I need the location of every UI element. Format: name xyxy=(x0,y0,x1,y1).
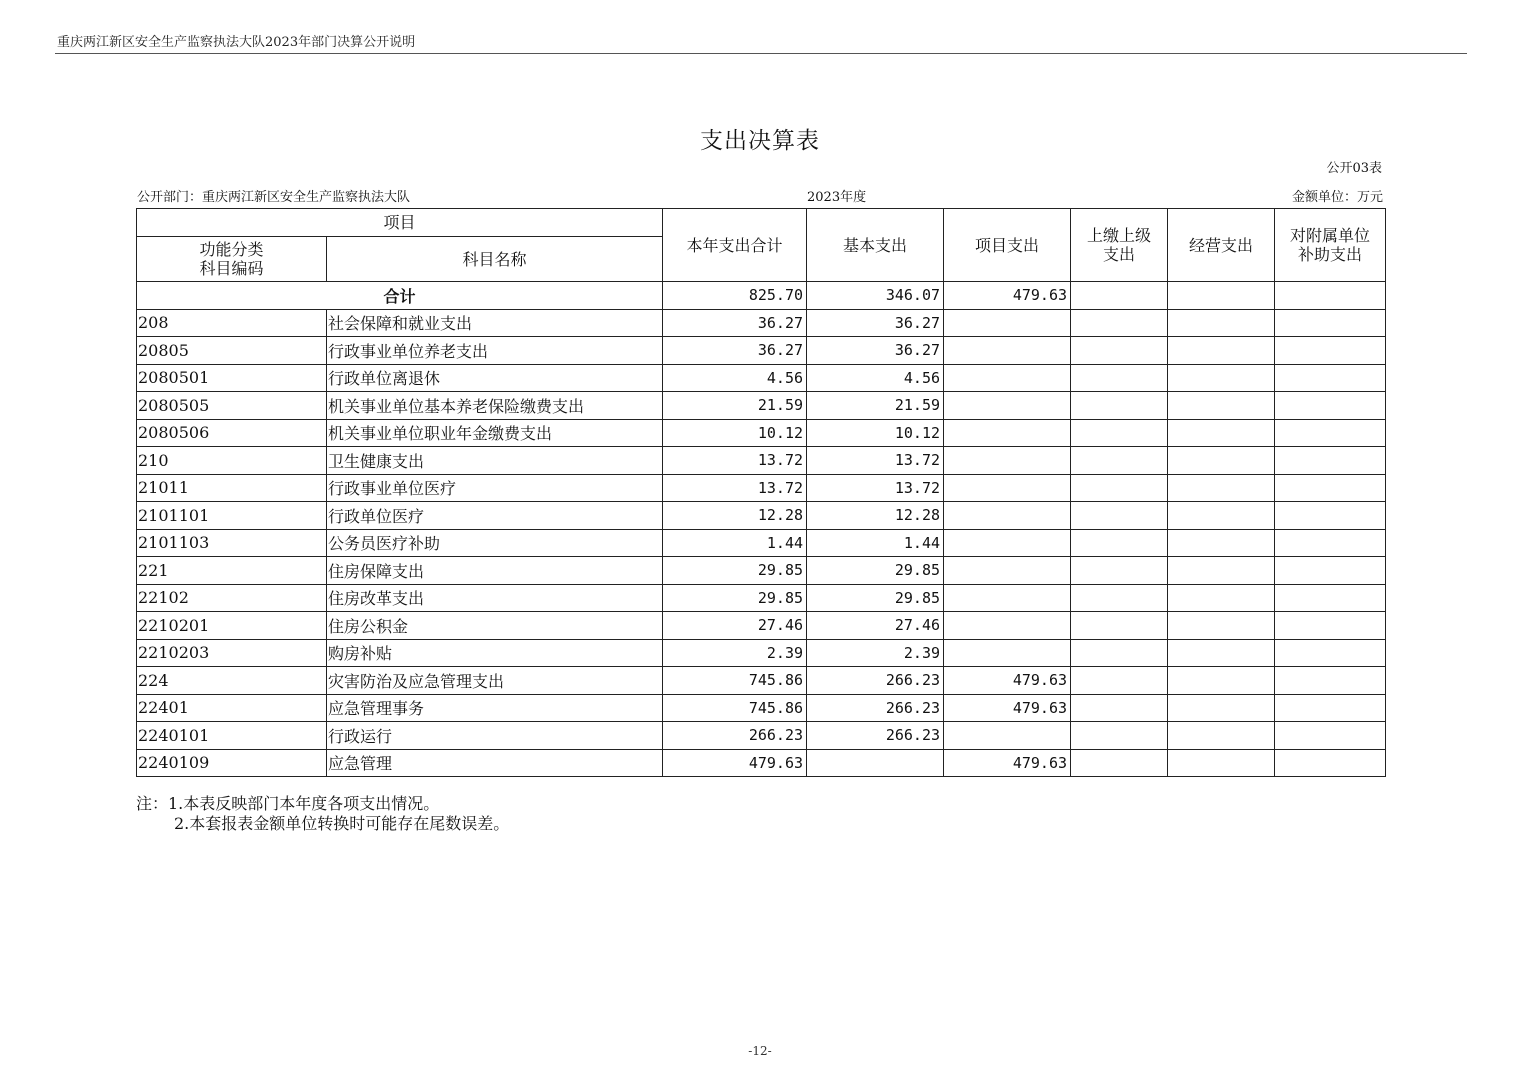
row-basic: 1.44 xyxy=(807,529,944,557)
row-code: 2101103 xyxy=(137,529,327,557)
fiscal-year-label: 2023年度 xyxy=(807,190,867,205)
row-item xyxy=(944,392,1071,420)
col-code-header-line2: 科目编码 xyxy=(199,259,264,278)
table-row xyxy=(137,309,1386,337)
row-business xyxy=(1168,612,1275,640)
row-code: 2080506 xyxy=(137,419,327,447)
row-code: 2210201 xyxy=(137,612,327,640)
row-subject-name: 机关事业单位职业年金缴费支出 xyxy=(327,419,663,447)
row-total: 266.23 xyxy=(663,722,807,750)
running-header-title: 重庆两江新区安全生产监察执法大队2023年部门决算公开说明 xyxy=(57,35,416,50)
row-code: 2101101 xyxy=(137,502,327,530)
row-total: 4.56 xyxy=(663,364,807,392)
note-line-1: 注：1.本表反映部门本年度各项支出情况。 xyxy=(136,794,440,813)
row-upper xyxy=(1071,557,1168,585)
row-item xyxy=(944,584,1071,612)
row-item xyxy=(944,337,1071,365)
total-row xyxy=(137,282,1386,310)
row-upper xyxy=(1071,337,1168,365)
row-subsidy xyxy=(1275,557,1386,585)
col-business-header: 经营支出 xyxy=(1168,209,1275,282)
row-basic: 36.27 xyxy=(807,337,944,365)
row-basic: 266.23 xyxy=(807,722,944,750)
row-business xyxy=(1168,694,1275,722)
row-upper xyxy=(1071,639,1168,667)
row-code: 20805 xyxy=(137,337,327,365)
row-business xyxy=(1168,364,1275,392)
row-basic: 13.72 xyxy=(807,474,944,502)
row-upper xyxy=(1071,502,1168,530)
row-subsidy xyxy=(1275,584,1386,612)
row-business xyxy=(1168,337,1275,365)
table-row xyxy=(137,694,1386,722)
row-total: 36.27 xyxy=(663,309,807,337)
row-upper xyxy=(1071,474,1168,502)
row-basic: 4.56 xyxy=(807,364,944,392)
table-row xyxy=(137,364,1386,392)
row-code: 2240101 xyxy=(137,722,327,750)
row-subsidy xyxy=(1275,392,1386,420)
row-basic: 29.85 xyxy=(807,557,944,585)
row-subsidy xyxy=(1275,667,1386,695)
row-code: 22401 xyxy=(137,694,327,722)
row-business xyxy=(1168,529,1275,557)
row-basic: 29.85 xyxy=(807,584,944,612)
row-basic: 2.39 xyxy=(807,639,944,667)
table-row xyxy=(137,447,1386,475)
row-total: 27.46 xyxy=(663,612,807,640)
row-subsidy xyxy=(1275,419,1386,447)
row-business xyxy=(1168,557,1275,585)
table-row xyxy=(137,392,1386,420)
table-row xyxy=(137,557,1386,585)
table-row xyxy=(137,749,1386,777)
row-item xyxy=(944,557,1071,585)
row-item xyxy=(944,364,1071,392)
table-body xyxy=(137,282,1386,777)
row-subject-name: 卫生健康支出 xyxy=(327,447,663,475)
table-row xyxy=(137,667,1386,695)
total-cell-upper xyxy=(1071,282,1168,310)
row-subject-name: 行政单位离退休 xyxy=(327,364,663,392)
col-name-header: 科目名称 xyxy=(327,237,663,282)
row-code: 22102 xyxy=(137,584,327,612)
row-item xyxy=(944,502,1071,530)
row-subject-name: 灾害防治及应急管理支出 xyxy=(327,667,663,695)
row-basic: 36.27 xyxy=(807,309,944,337)
col-code-header xyxy=(137,237,327,282)
table-row xyxy=(137,529,1386,557)
table-row xyxy=(137,419,1386,447)
row-business xyxy=(1168,392,1275,420)
row-upper xyxy=(1071,612,1168,640)
row-code: 208 xyxy=(137,309,327,337)
row-subject-name: 机关事业单位基本养老保险缴费支出 xyxy=(327,392,663,420)
col-basic-header: 基本支出 xyxy=(807,209,944,282)
row-subsidy xyxy=(1275,337,1386,365)
row-subsidy xyxy=(1275,722,1386,750)
row-total: 1.44 xyxy=(663,529,807,557)
row-upper xyxy=(1071,584,1168,612)
row-item xyxy=(944,639,1071,667)
col-upper-header xyxy=(1071,209,1168,282)
row-business xyxy=(1168,474,1275,502)
row-basic: 21.59 xyxy=(807,392,944,420)
row-code: 224 xyxy=(137,667,327,695)
col-total-header: 本年支出合计 xyxy=(663,209,807,282)
row-business xyxy=(1168,749,1275,777)
row-subject-name: 应急管理 xyxy=(327,749,663,777)
col-upper-header-line2: 支出 xyxy=(1103,245,1136,264)
row-upper xyxy=(1071,694,1168,722)
row-total: 745.86 xyxy=(663,667,807,695)
total-cell-business xyxy=(1168,282,1275,310)
row-business xyxy=(1168,447,1275,475)
row-subsidy xyxy=(1275,447,1386,475)
total-label: 合计 xyxy=(137,282,663,310)
table-row xyxy=(137,612,1386,640)
row-subsidy xyxy=(1275,474,1386,502)
department-label: 公开部门：重庆两江新区安全生产监察执法大队 xyxy=(137,190,411,205)
table-notes xyxy=(136,794,509,834)
row-subsidy xyxy=(1275,612,1386,640)
row-basic xyxy=(807,749,944,777)
amount-unit-label: 金额单位：万元 xyxy=(1291,190,1383,205)
col-upper-header-line1: 上缴上级 xyxy=(1087,226,1152,245)
row-item: 479.63 xyxy=(944,749,1071,777)
row-subject-name: 社会保障和就业支出 xyxy=(327,309,663,337)
row-total: 12.28 xyxy=(663,502,807,530)
col-item-header: 项目支出 xyxy=(944,209,1071,282)
row-total: 745.86 xyxy=(663,694,807,722)
row-subsidy xyxy=(1275,694,1386,722)
row-total: 10.12 xyxy=(663,419,807,447)
row-subject-name: 住房改革支出 xyxy=(327,584,663,612)
row-subsidy xyxy=(1275,639,1386,667)
row-item xyxy=(944,529,1071,557)
total-cell-subsidy xyxy=(1275,282,1386,310)
total-cell-item: 479.63 xyxy=(944,282,1071,310)
row-total: 2.39 xyxy=(663,639,807,667)
row-code: 2080505 xyxy=(137,392,327,420)
row-subsidy xyxy=(1275,529,1386,557)
row-subsidy xyxy=(1275,502,1386,530)
row-business xyxy=(1168,722,1275,750)
row-upper xyxy=(1071,447,1168,475)
row-subject-name: 行政运行 xyxy=(327,722,663,750)
row-upper xyxy=(1071,529,1168,557)
row-upper xyxy=(1071,722,1168,750)
row-code: 2240109 xyxy=(137,749,327,777)
row-basic: 13.72 xyxy=(807,447,944,475)
table-row xyxy=(137,337,1386,365)
row-subject-name: 行政单位医疗 xyxy=(327,502,663,530)
row-upper xyxy=(1071,667,1168,695)
table-code: 公开03表 xyxy=(1326,161,1382,176)
row-code: 2210203 xyxy=(137,639,327,667)
row-business xyxy=(1168,639,1275,667)
row-basic: 266.23 xyxy=(807,694,944,722)
row-upper xyxy=(1071,392,1168,420)
row-basic: 266.23 xyxy=(807,667,944,695)
table-row xyxy=(137,502,1386,530)
row-subject-name: 住房公积金 xyxy=(327,612,663,640)
row-subject-name: 行政事业单位医疗 xyxy=(327,474,663,502)
row-upper xyxy=(1071,364,1168,392)
table-row xyxy=(137,722,1386,750)
row-subject-name: 公务员医疗补助 xyxy=(327,529,663,557)
col-subsidy-header-line2: 补助支出 xyxy=(1298,245,1363,264)
row-business xyxy=(1168,419,1275,447)
row-total: 36.27 xyxy=(663,337,807,365)
row-total: 13.72 xyxy=(663,474,807,502)
page-title: 支出决算表 xyxy=(700,128,820,154)
total-cell-total: 825.70 xyxy=(663,282,807,310)
row-subject-name: 购房补贴 xyxy=(327,639,663,667)
row-total: 21.59 xyxy=(663,392,807,420)
table-row xyxy=(137,584,1386,612)
row-subject-name: 住房保障支出 xyxy=(327,557,663,585)
row-item xyxy=(944,447,1071,475)
total-cell-basic: 346.07 xyxy=(807,282,944,310)
table-row xyxy=(137,474,1386,502)
row-basic: 10.12 xyxy=(807,419,944,447)
note-line-2: 2.本套报表金额单位转换时可能存在尾数误差。 xyxy=(174,814,510,833)
row-code: 21011 xyxy=(137,474,327,502)
row-item xyxy=(944,419,1071,447)
row-item xyxy=(944,722,1071,750)
row-item: 479.63 xyxy=(944,667,1071,695)
row-code: 2080501 xyxy=(137,364,327,392)
row-business xyxy=(1168,309,1275,337)
expenditure-table xyxy=(136,208,1386,777)
row-item: 479.63 xyxy=(944,694,1071,722)
row-total: 479.63 xyxy=(663,749,807,777)
row-upper xyxy=(1071,749,1168,777)
row-total: 29.85 xyxy=(663,584,807,612)
row-subsidy xyxy=(1275,364,1386,392)
row-subject-name: 行政事业单位养老支出 xyxy=(327,337,663,365)
row-item xyxy=(944,309,1071,337)
row-item xyxy=(944,474,1071,502)
row-subsidy xyxy=(1275,309,1386,337)
col-subsidy-header-line1: 对附属单位 xyxy=(1290,226,1371,245)
table-row xyxy=(137,639,1386,667)
row-code: 210 xyxy=(137,447,327,475)
project-header: 项目 xyxy=(137,209,663,237)
row-subject-name: 应急管理事务 xyxy=(327,694,663,722)
col-code-header-line1: 功能分类 xyxy=(199,240,264,259)
row-business xyxy=(1168,502,1275,530)
page-number: -12- xyxy=(748,1044,772,1058)
row-total: 29.85 xyxy=(663,557,807,585)
row-subsidy xyxy=(1275,749,1386,777)
header-divider xyxy=(55,53,1467,54)
row-upper xyxy=(1071,309,1168,337)
row-business xyxy=(1168,667,1275,695)
row-total: 13.72 xyxy=(663,447,807,475)
table-meta-row xyxy=(137,186,1383,204)
row-business xyxy=(1168,584,1275,612)
row-upper xyxy=(1071,419,1168,447)
row-code: 221 xyxy=(137,557,327,585)
row-basic: 12.28 xyxy=(807,502,944,530)
row-item xyxy=(944,612,1071,640)
row-basic: 27.46 xyxy=(807,612,944,640)
col-subsidy-header xyxy=(1275,209,1386,282)
